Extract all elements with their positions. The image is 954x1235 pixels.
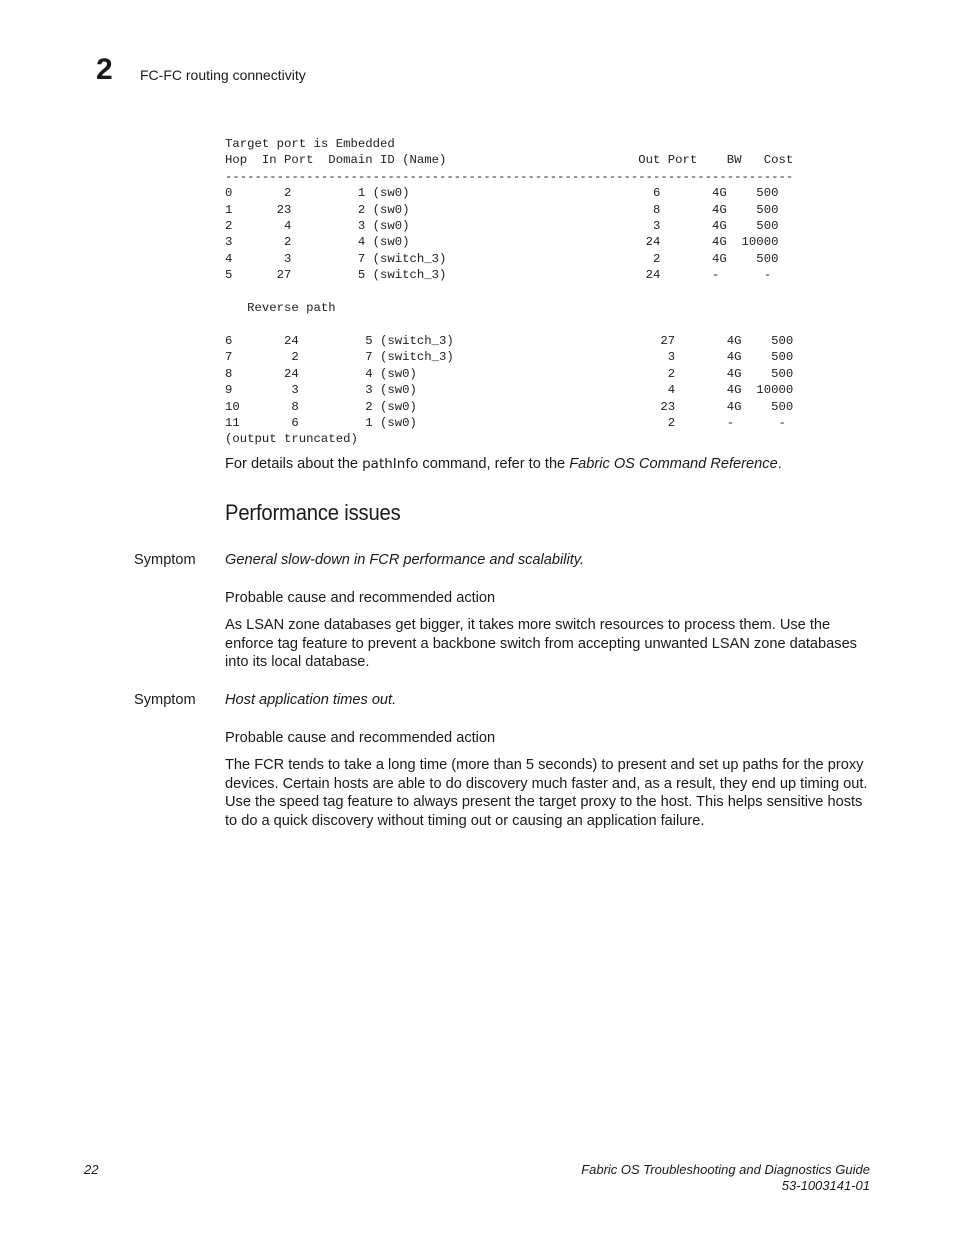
- probable-cause-heading: Probable cause and recommended action: [225, 590, 496, 606]
- symptom-text: General slow-down in FCR performance and scalability.: [225, 552, 585, 568]
- symptom-text: Host application times out.: [225, 692, 397, 708]
- symptom-label: Symptom: [134, 552, 196, 568]
- chapter-number: 2: [96, 53, 113, 86]
- document-number: 53-1003141-01: [781, 1178, 870, 1193]
- probable-cause-body: As LSAN zone databases get bigger, it takes more switch resources to process them. Use the enforce tag feature to prevent a backbone switch from accepting unwanted LSAN zone databases into its local database.: [225, 617, 857, 670]
- details-suffix: .: [777, 456, 782, 472]
- details-prefix: For details about the: [225, 456, 363, 472]
- probable-cause-body: The FCR tends to take a long time (more than 5 seconds) to present and set up paths for the proxy devices. Certain hosts are able to do discovery much faster and, as a result, they end up timing out. Use the speed tag feature to always present the target proxy to the host. This helps sensitive hosts to do a quick discovery without timing out or causing an application failure.: [225, 757, 868, 829]
- command-output-code-block: Target port is Embedded Hop In Port Domain ID (Name) Out Port BW Cost ----------------------------------------------------------------------------- 0 2 1 (sw0) 6 4G 500 1 23 2 (sw0) 8 4G 500 2 4 3 (sw0) 3 4G 500 3 2 4 (sw0) 24 4G 10000 4 3 7 (switch_3) 2 4G 500 5 27 5 (switch_3) 24 - - Reverse path 6 24 5 (switch_3) 27 4G 500 7 2 7 (switch_3) 3 4G 500 8 24 4 (sw0) 2 4G 500 9 3 3 (sw0) 4 4G 10000 10 8 2 (sw0) 23 4G 500 11 6 1 (sw0) 2 - - (output truncated): [225, 137, 794, 447]
- details-middle: command, refer to the: [418, 456, 570, 472]
- symptom-label: Symptom: [134, 692, 196, 708]
- section-title: Performance issues: [225, 500, 401, 525]
- command-name: pathInfo: [362, 456, 419, 472]
- chapter-title: FC-FC routing connectivity: [140, 67, 306, 83]
- reference-title: Fabric OS Command Reference: [569, 456, 778, 472]
- document-title: Fabric OS Troubleshooting and Diagnostics Guide: [581, 1162, 870, 1177]
- probable-cause-heading: Probable cause and recommended action: [225, 730, 496, 746]
- footer-document-info: [581, 1162, 870, 1194]
- page-number: 22: [84, 1162, 99, 1177]
- details-paragraph: [225, 455, 870, 474]
